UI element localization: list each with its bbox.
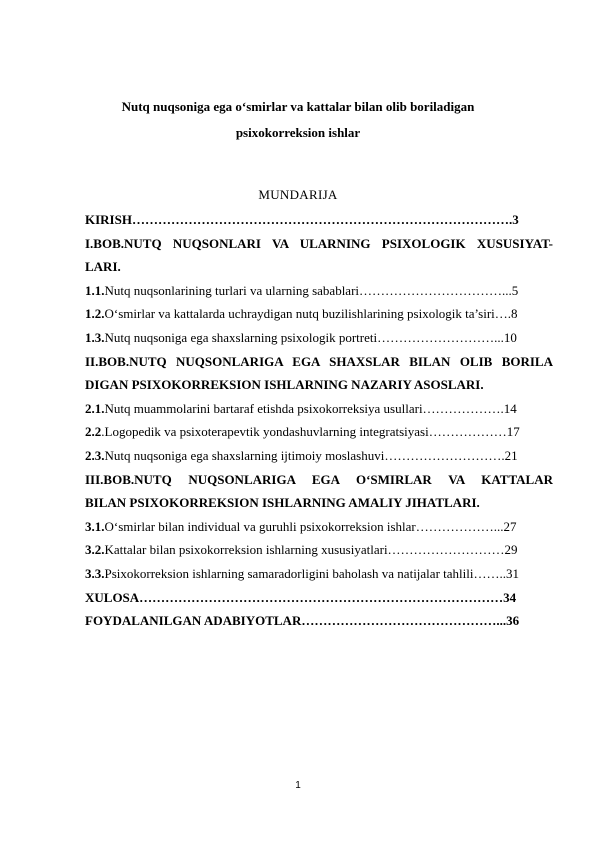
toc-entry-1-2: 1.2.O‘smirlar va kattalarda uchraydigan nutq buzilishlarining psixologik ta’siri….8 xyxy=(85,306,518,322)
document-title-line1: Nutq nuqsoniga ega o‘smirlar va kattalar bilan olib boriladigan xyxy=(121,99,475,114)
toc-entry-1-1: 1.1.Nutq nuqsonlarining turlari va ularning sabablari……………………………...5 xyxy=(85,282,519,298)
page-number: 1 xyxy=(295,780,301,791)
toc-entry-chapter-3: III.BOB.NUTQ NUQSONLARIGA EGA O‘SMIRLAR VA KATTALAR xyxy=(85,471,553,487)
toc-entry-xulosa: XULOSA…………………………………………………………………………34 xyxy=(85,589,517,605)
toc-entry-chapter-1: I.BOB.NUTQ NUQSONLARI VA ULARNING PSIXOLOGIK XUSUSIYAT- xyxy=(85,235,553,251)
toc-entry-3-1: 3.1.O‘smirlar bilan individual va guruhli psixokorreksion ishlar………………...27 xyxy=(85,518,517,534)
toc-entry-2-2: 2.2.Logopedik va psixoterapevtik yondashuvlarning integratsiyasi………………17 xyxy=(85,424,520,440)
toc-entry-kirish: KIRISH…………………………………………………………………………….3 xyxy=(85,212,519,227)
table-of-contents xyxy=(85,208,553,633)
document-title-line2: psixokorreksion ishlar xyxy=(235,125,361,140)
toc-entry-chapter-2: II.BOB.NUTQ NUQSONLARIGA EGA SHAXSLAR BILAN OLIB BORILA xyxy=(85,353,553,369)
toc-entry-chapter-1-cont: LARI. xyxy=(85,259,121,275)
toc-entry-chapter-3-cont: BILAN PSIXOKORREKSION ISHLARNING AMALIY JIHATLARI. xyxy=(85,495,480,511)
toc-entry-chapter-2-cont: DIGAN PSIXOKORREKSION ISHLARNING NAZARIY ASOSLARI. xyxy=(85,377,484,393)
toc-entry-3-2: 3.2.Kattalar bilan psixokorreksion ishlarning xususiyatlari………………………29 xyxy=(85,542,518,558)
toc-entry-3-3: 3.3.Psixokorreksion ishlarning samaradorligini baholash va natijalar tahlili……..31 xyxy=(85,565,519,581)
toc-entry-2-1: 2.1.Nutq muammolarini bartaraf etishda psixokorreksiya usullari……………….14 xyxy=(85,400,517,416)
toc-entry-2-3: 2.3.Nutq nuqsoniga ega shaxslarning ijtimoiy moslashuvi……………………….21 xyxy=(85,447,518,463)
toc-heading: MUNDARIJA xyxy=(258,187,338,202)
toc-entry-1-3: 1.3.Nutq nuqsoniga ega shaxslarning psixologik portreti………………………...10 xyxy=(85,329,517,345)
toc-entry-references: FOYDALANILGAN ADABIYOTLAR………………………………………...36 xyxy=(85,613,520,629)
